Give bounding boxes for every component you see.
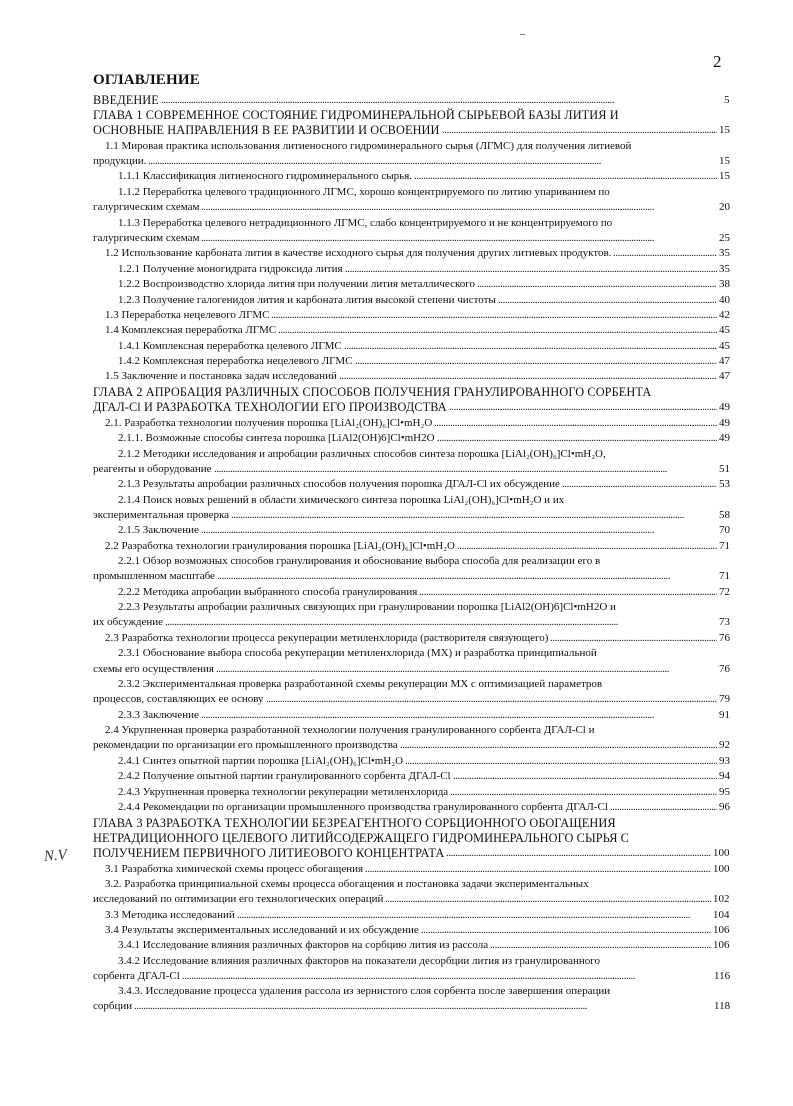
page-number: 2: [713, 52, 722, 71]
toc-page-number: 49: [719, 417, 730, 429]
toc-line-text: ГЛАВА 1 СОВРЕМЕННОЕ СОСТОЯНИЕ ГИДРОМИНЕРАЛЬНОЙ СЫРЬЕВОЙ БАЗЫ ЛИТИЯ И: [93, 108, 619, 122]
toc-leader-dots: [414, 169, 717, 183]
toc-leader-dots: [266, 692, 717, 706]
toc-leader-dots: [182, 969, 712, 983]
toc-leader-dots: [355, 354, 717, 368]
toc-line-text: 2.1.2 Методики исследования и апробации различных способов синтеза порошка [LiAl₂(OH)₆]Cl•mH₂O,: [118, 448, 606, 460]
toc-leader-dots: [201, 200, 717, 214]
toc-page-number: 35: [719, 247, 730, 259]
toc-line-text: 1.2.2 Воспроизводство хлорида лития при получении лития металлического: [118, 278, 475, 290]
toc-page-number: 71: [719, 570, 730, 582]
toc-leader-dots: [201, 231, 717, 245]
toc-leader-dots: [201, 708, 717, 722]
toc-line-text: 2.2.3 Результаты апробации различных связующих при гранулировании порошка [LiAl2(OH)6]Cl•mH2O и: [118, 601, 616, 613]
toc-line-text: реагенты и оборудование: [93, 463, 212, 475]
toc-line-text: 1.2 Использование карбоната лития в качестве исходного сырья для получения других литиевых продуктов.: [105, 247, 612, 259]
toc-line-text: ГЛАВА 2 АПРОБАЦИЯ РАЗЛИЧНЫХ СПОСОБОВ ПОЛУЧЕНИЯ ГРАНУЛИРОВАННОГО СОРБЕНТА: [93, 385, 652, 399]
toc-page-number: 71: [719, 540, 730, 552]
toc-page-number: 79: [719, 693, 730, 705]
toc-page-number: 102: [713, 893, 730, 905]
toc-page-number: 76: [719, 632, 730, 644]
toc-page-number: 96: [719, 801, 730, 813]
toc-leader-dots: [385, 892, 711, 906]
toc-leader-dots: [550, 631, 717, 645]
toc-line-text: 1.4 Комплексная переработка ЛГМС: [105, 324, 277, 336]
toc-leader-dots: [490, 938, 711, 952]
toc-leader-dots: [216, 662, 717, 676]
toc-leader-dots: [442, 123, 717, 137]
toc-page-number: 118: [714, 1000, 731, 1012]
toc-leader-dots: [365, 862, 711, 876]
toc-leader-dots: [271, 308, 717, 322]
toc-leader-dots: [165, 615, 717, 629]
toc-line-text: 2.2 Разработка технологии гранулирования порошка [LiAl₂(OH)₆]Cl•mH₂O: [105, 540, 455, 552]
toc-line-text: их обсуждение: [93, 616, 164, 628]
toc-page-number: 35: [719, 263, 730, 275]
toc-page-number: 100: [713, 863, 730, 875]
toc-line-text: ВВЕДЕНИЕ: [93, 93, 159, 107]
toc-line-text: 2.3.3 Заключение: [118, 709, 199, 721]
toc-leader-dots: [134, 999, 712, 1013]
toc-line-text: 2.1.4 Поиск новых решений в области химического синтеза порошка LiAl₂(OH)₆]Cl•mH₂O и их: [118, 494, 565, 506]
toc-leader-dots: [562, 477, 717, 491]
toc-leader-dots: [161, 93, 722, 107]
toc-line-text: 1.5 Заключение и постановка задач исследований: [105, 370, 337, 382]
toc-line-text: НЕТРАДИЦИОННОГО ЦЕЛЕВОГО ЛИТИЙСОДЕРЖАЩЕГО ГИДРОМИНЕРАЛЬНОГО СЫРЬЯ С: [93, 831, 629, 845]
toc-leader-dots: [449, 400, 717, 414]
toc-leader-dots: [437, 431, 717, 445]
toc-line-text: 1.2.1 Получение моногидрата гидроксида лития: [118, 263, 343, 275]
toc-leader-dots: [214, 462, 717, 476]
toc-leader-dots: [446, 846, 711, 860]
toc-page-number: 72: [719, 586, 730, 598]
toc-page-number: 70: [719, 524, 730, 536]
toc-line-text: 1.4.1 Комплексная переработка целевого ЛГМС: [118, 340, 342, 352]
toc-page-number: 47: [719, 355, 730, 367]
toc-page-number: 25: [719, 232, 730, 244]
toc-line-text: 2.1.1. Возможные способы синтеза порошка [LiAl2(OH)6]Cl•mH2O: [118, 432, 435, 444]
toc-line-text: 2.2.1 Обзор возможных способов гранулирования и обоснование выбора способа для реализации его в: [118, 555, 601, 567]
toc-page-number: 15: [719, 155, 730, 167]
toc-line-text: 1.3 Переработка нецелевого ЛГМС: [105, 309, 270, 321]
toc-leader-dots: [344, 339, 717, 353]
toc-line-text: ГЛАВА 3 РАЗРАБОТКА ТЕХНОЛОГИИ БЕЗРЕАГЕНТНОГО СОРБЦИОННОГО ОБОГАЩЕНИЯ: [93, 816, 616, 830]
toc-page-number: 20: [719, 201, 730, 213]
toc-line-text: 2.1.5 Заключение: [118, 524, 199, 536]
toc-line-text: 2.4.1 Синтез опытной партии порошка [LiAl₂(OH)₆]Cl•mH₂O: [118, 755, 404, 767]
toc-line-text: 1.1 Мировая практика использования литиеносного гидроминерального сырья (ЛГМС) для получения литиевой: [105, 140, 632, 152]
toc-page-number: 91: [719, 709, 730, 721]
toc-leader-dots: [148, 154, 717, 168]
toc-line-text: 3.1 Разработка химической схемы процесс обогащения: [105, 863, 364, 875]
toc-line-text: 2.1. Разработка технологии получения порошка [LiAl₂(OH)₆]Cl•mH₂O: [105, 417, 433, 429]
toc-page-number: 38: [719, 278, 730, 290]
toc-page-number: 92: [719, 739, 730, 751]
page-title: ОГЛАВЛЕНИЕ: [93, 72, 200, 88]
toc-page-number: 100: [713, 847, 730, 859]
toc-line-text: 1.1.3 Переработка целевого нетрадиционного ЛГМС, слабо концентрируемого и не концентрируемого по: [118, 217, 613, 229]
toc-line-text: ДГАЛ-Cl И РАЗРАБОТКА ТЕХНОЛОГИИ ЕГО ПРОИЗВОДСТВА: [93, 400, 447, 414]
toc-line-text: 2.1.3 Результаты апробации различных способов получения порошка ДГАЛ-Cl их обсуждение: [118, 478, 560, 490]
toc-leader-dots: [477, 277, 717, 291]
toc-leader-dots: [217, 569, 717, 583]
toc-line-text: 2.4 Укрупненная проверка разработанной технологии получения гранулированного сорбента ДГАЛ-Cl и: [105, 724, 595, 736]
toc-page-number: 58: [719, 509, 730, 521]
toc-line-text: 2.3.1 Обоснование выбора способа рекуперации метиленхлорида (МХ) и разработка принципиальной: [118, 647, 597, 659]
toc-page-number: 76: [719, 663, 730, 675]
toc-page-number: 5: [724, 94, 730, 106]
toc-leader-dots: [450, 785, 717, 799]
toc-line-text: 3.4.3. Исследование процесса удаления рассола из зернистого слоя сорбента после завершения операции: [118, 985, 611, 997]
toc-line-text: галургическим схемам: [93, 232, 200, 244]
toc-line-text: 2.4.3 Укрупненная проверка технологии рекуперации метиленхлорида: [118, 786, 449, 798]
toc-page-number: 42: [719, 309, 730, 321]
toc-line-text: схемы его осуществления: [93, 663, 214, 675]
toc-line-text: 3.4.1 Исследование влияния различных факторов на сорбцию лития из рассола: [118, 939, 489, 951]
toc-leader-dots: [405, 754, 717, 768]
toc-line-text: 1.2.3 Получение галогенидов лития и карбоната лития высокой степени чистоты: [118, 294, 496, 306]
toc-line-text: галургическим схемам: [93, 201, 200, 213]
toc-leader-dots: [434, 416, 717, 430]
toc-leader-dots: [457, 539, 717, 553]
toc-page-number: 45: [719, 340, 730, 352]
toc-page-number: 73: [719, 616, 730, 628]
toc-line-text: 2.2.2 Методика апробации выбранного способа гранулирования: [118, 586, 418, 598]
toc-page-number: 47: [719, 370, 730, 382]
toc-leader-dots: [339, 369, 717, 383]
toc-page-number: 15: [719, 170, 730, 182]
toc-line-text: процессов, составляющих ее основу: [93, 693, 264, 705]
toc-leader-dots: [278, 323, 717, 337]
toc-line-text: промышленном масштабе: [93, 570, 215, 582]
toc-page-number: 116: [714, 970, 731, 982]
toc-leader-dots: [237, 908, 711, 922]
toc-page-number: 106: [713, 939, 730, 951]
handwritten-mark: N.V: [43, 847, 68, 865]
toc-line-text: 2.3.2 Экспериментальная проверка разработанной схемы рекуперации МХ с оптимизацией параметров: [118, 678, 603, 690]
toc-line-text: 1.1.2 Переработка целевого традиционного ЛГМС, хорошо концентрируемого по литию упариванием по: [118, 186, 610, 198]
toc-leader-dots: [453, 769, 717, 783]
toc-line-text: 3.3 Методика исследований: [105, 909, 235, 921]
toc-leader-dots: [231, 508, 717, 522]
toc-leader-dots: [610, 800, 717, 814]
toc-page-number: 106: [713, 924, 730, 936]
toc-leader-dots: [201, 523, 717, 537]
toc-line-text: 3.4 Результаты экспериментальных исследований и их обсуждение: [105, 924, 419, 936]
toc-page-number: 51: [719, 463, 730, 475]
toc-line-text: сорбента ДГАЛ-Cl: [93, 970, 180, 982]
toc-leader-dots: [419, 585, 717, 599]
toc-line-text: 2.4.2 Получение опытной партии гранулированного сорбента ДГАЛ-Cl: [118, 770, 451, 782]
toc-page-number: 40: [719, 294, 730, 306]
toc-page-number: 49: [719, 401, 730, 413]
toc-page-number: 104: [713, 909, 730, 921]
toc-page-number: 95: [719, 786, 730, 798]
toc-leader-dots: [421, 923, 711, 937]
toc-line-text: продукции.: [93, 155, 147, 167]
toc-line-text: ОСНОВНЫЕ НАПРАВЛЕНИЯ В ЕЕ РАЗВИТИИ И ОСВОЕНИИ: [93, 123, 440, 137]
toc-line-text: экспериментальная проверка: [93, 509, 230, 521]
toc-page-number: 93: [719, 755, 730, 767]
toc-line-text: исследований по оптимизации его технологических операций: [93, 893, 384, 905]
toc-leader-dots: [345, 262, 717, 276]
toc-leader-dots: [400, 738, 717, 752]
toc-page-number: 53: [719, 478, 730, 490]
toc-page-number: 45: [719, 324, 730, 336]
toc-line-text: 1.4.2 Комплексная переработка нецелевого ЛГМС: [118, 355, 353, 367]
toc-page-number: 94: [719, 770, 730, 782]
toc-line-text: 3.4.2 Исследование влияния различных факторов на показатели десорбции лития из гранулированного: [118, 955, 601, 967]
toc-line-text: ПОЛУЧЕНИЕМ ПЕРВИЧНОГО ЛИТИЕОВОГО КОНЦЕНТРАТА: [93, 846, 445, 860]
toc-leader-dots: [498, 293, 717, 307]
toc-line-text: сорбции: [93, 1000, 133, 1012]
toc-line-text: 3.2. Разработка принципиальной схемы процесса обогащения и постановка задачи экспериментальных: [105, 878, 589, 890]
toc-leader-dots: [613, 246, 717, 260]
toc-page-number: 15: [719, 124, 730, 136]
toc-page-number: 49: [719, 432, 730, 444]
toc-line-text: 1.1.1 Классификация литиеносного гидроминерального сырья.: [118, 170, 412, 182]
toc-line-text: рекомендации по организации его промышленного производства: [93, 739, 398, 751]
toc-line-text: 2.3 Разработка технологии процесса рекуперации метиленхлорида (растворителя связующего): [105, 632, 549, 644]
toc-line-text: 2.4.4 Рекомендации по организации промышленного производства гранулированного сорбента ДГАЛ-Cl: [118, 801, 608, 813]
